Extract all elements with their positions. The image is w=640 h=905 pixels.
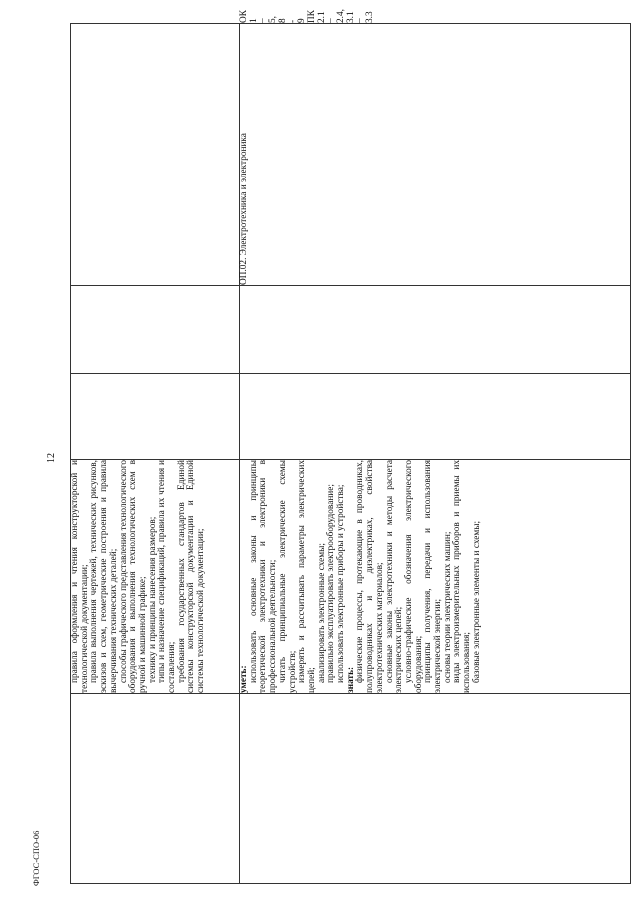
cell-code <box>71 694 240 884</box>
cell-hours-class <box>71 285 240 373</box>
list-item: условно-графические обозначения электрического оборудования; <box>403 459 424 693</box>
list-item: правила выполнения чертежей, технических рисунков, эскизов и схем, геометрические построения и правила вычерчивания технических деталей; <box>89 459 119 693</box>
cell-discipline <box>240 23 631 285</box>
cell-hours-class <box>240 285 631 373</box>
znat-heading: знать: <box>345 666 356 693</box>
cell-discipline <box>71 23 240 285</box>
cell-code <box>240 694 631 884</box>
list-item: технику и принципы нанесения размеров; <box>147 516 158 683</box>
list-item: правила оформления и чтения конструкторской и технологической документации; <box>70 459 90 693</box>
table-row-previous <box>71 23 240 883</box>
rotated-page-content <box>70 9 630 884</box>
document-footer: ФГОС-СПО-06 <box>31 830 41 886</box>
list-item: виды электроизмерительных приборов и приемы их использования; <box>452 459 473 693</box>
cell-skills-op02 <box>240 459 631 693</box>
list-item: основные законы электротехники и методы расчета электрических цепей; <box>384 459 405 693</box>
cell-hours-max <box>71 373 240 459</box>
curriculum-table <box>70 9 631 884</box>
list-item: способы графического представления технологического оборудования и выполнения технологических схем в ручной и машинной графике; <box>118 459 148 693</box>
list-item: требования государственных стандартов Единой системы конструкторской документации и Единой системы технологической документации; <box>176 459 207 693</box>
list-item: анализировать электронные схемы; <box>316 542 327 683</box>
list-item: основы теории электрических машин; <box>442 531 453 683</box>
list-item: измерять и рассчитывать параметры электрических цепей; <box>297 459 317 693</box>
umet-heading: уметь: <box>239 665 249 693</box>
list-item: типы и назначение спецификаций, правила их чтения и составления; <box>157 459 178 693</box>
list-item: использовать основные законы и принципы теоретической электротехники и электроники в профессиональной деятельности; <box>248 459 279 693</box>
discipline-name: ОП.02. Электротехника и электроника <box>239 133 249 285</box>
list-item: физические процессы, протекающие в проводниках, полупроводниках и диэлектриках, свойства электротехнических материалов; <box>355 459 385 693</box>
list-item: правильно эксплуатировать электрооборудование; <box>326 484 337 683</box>
list-item: использовать электронные приборы и устройства; <box>336 484 347 683</box>
table-row-op02: уметь: использовать основные законы и принципы теоретической электротехники и электроники в профессиональной деятельности; читать принципиальные электрические схемы устройств; измерять и рассчитывать параметры электрических цепей; анализировать электронные схемы; правильно эксплуатировать электрооборудование; использовать электронные приборы и устройства; знать: физические процессы, протекающие в проводниках, полупроводниках и диэлектриках, свойства электротехнических материалов; основные законы электротехники и методы расчета электрических цепей; условно-графические обозначения электрического оборудования; принципы получения, передачи и использования электрической энергии; основы теории электрических машин; виды электроизмерительных приборов и приемы их использования; базовые электронные элементы и схемы; ОП.02. Электротехника и электроника ОК 1 – 5, 8 - 9 ПК 2.1 – 2.4, 3.1 – 3.3 <box>240 23 631 883</box>
list-item: базовые электронные элементы и схемы; <box>471 520 482 683</box>
list-item: принципы получения, передачи и использования электрической энергии; <box>423 459 444 693</box>
page-number: 12 <box>46 453 57 463</box>
cell-skills-previous <box>71 459 240 693</box>
list-item: читать принципиальные электрические схемы устройств; <box>277 459 298 693</box>
cell-hours-max <box>240 373 631 459</box>
